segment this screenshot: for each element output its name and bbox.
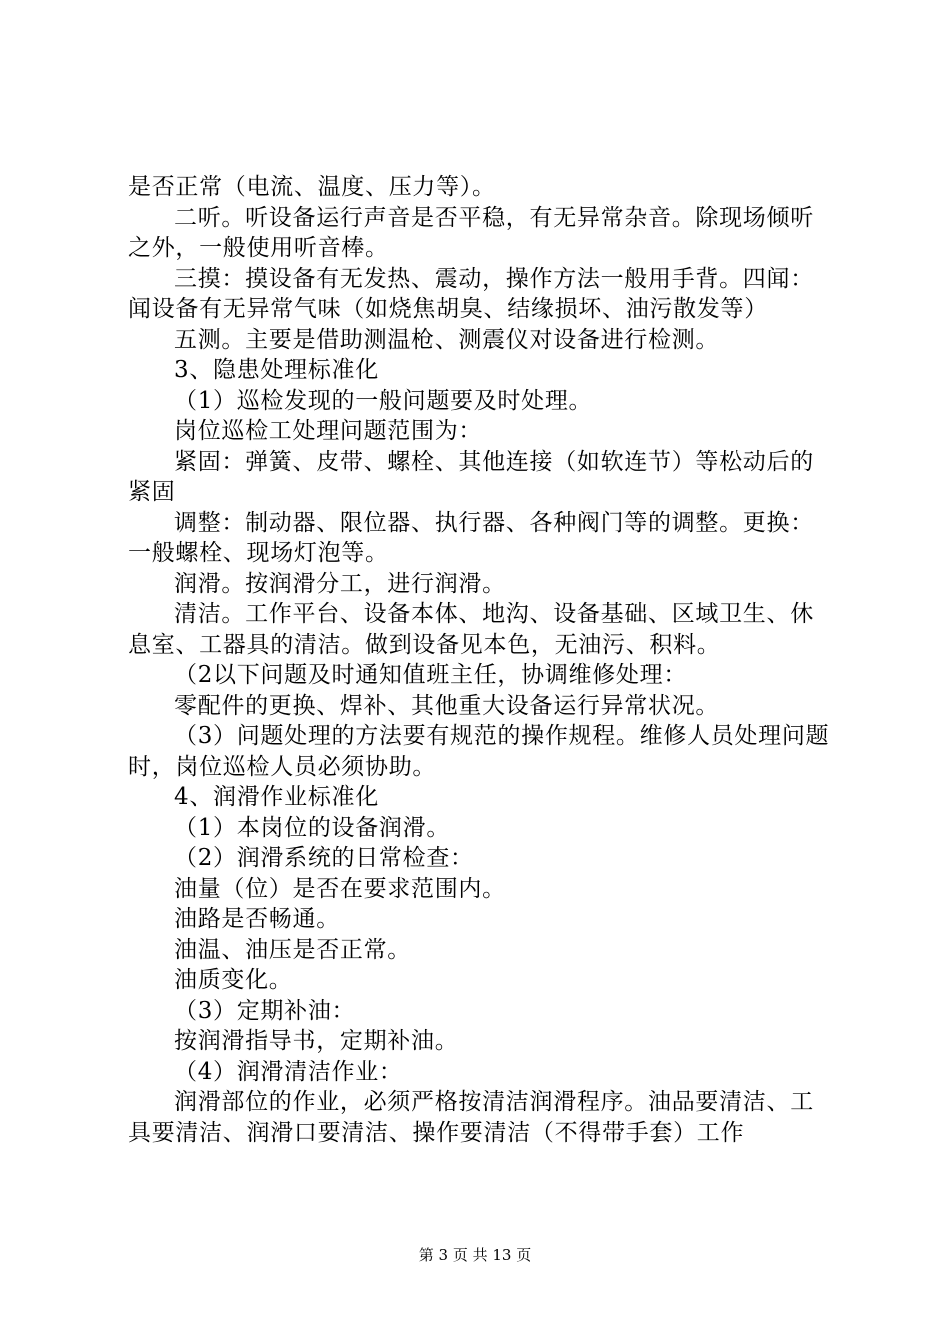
- paragraph: 紧固：弹簧、皮带、螺栓、其他连接（如软连节）等松动后的紧固: [128, 448, 814, 505]
- paragraph: 油量（位）是否在要求范围内。: [174, 875, 506, 902]
- section-heading: 4、润滑作业标准化: [174, 784, 379, 810]
- paragraph: （1）本岗位的设备润滑。: [174, 814, 451, 841]
- paragraph: （2以下问题及时通知值班主任，协调维修处理：: [174, 662, 688, 688]
- paragraph: 是否正常（电流、温度、压力等）。: [128, 174, 496, 200]
- paragraph: 按润滑指导书，定期补油。: [174, 1028, 459, 1054]
- paragraph: 油质变化。: [174, 967, 293, 993]
- paragraph: （4）润滑清洁作业：: [174, 1058, 403, 1085]
- paragraph: 二听。听设备运行声音是否平稳，有无异常杂音。除现场倾听之外，一般使用听音棒。: [128, 204, 814, 261]
- paragraph: 岗位巡检工处理问题范围为：: [174, 418, 483, 444]
- paragraph: （3）定期补油：: [174, 997, 356, 1024]
- paragraph: （3）问题处理的方法要有规范的操作规程。维修人员处理问题时，岗位巡检人员必须协助。: [128, 723, 830, 780]
- paragraph: 润滑部位的作业，必须严格按清洁润滑程序。油品要清洁、工具要清洁、润滑口要清洁、操作要清洁（不得带手套）工作: [128, 1089, 814, 1146]
- paragraph: 润滑。按润滑分工，进行润滑。: [174, 570, 506, 597]
- paragraph: （1）巡检发现的一般问题要及时处理。: [174, 387, 593, 414]
- document-body: [128, 172, 830, 1148]
- paragraph: 调整：制动器、限位器、执行器、各种阀门等的调整。更换：一般螺栓、现场灯泡等。: [128, 509, 814, 566]
- paragraph: 油路是否畅通。: [174, 906, 340, 932]
- paragraph: （2）润滑系统的日常检查：: [174, 845, 474, 871]
- section-heading: 3、隐患处理标准化: [174, 357, 379, 383]
- paragraph: 清洁。工作平台、设备本体、地沟、设备基础、区域卫生、休息室、工器具的清洁。做到设备见本色，无油污、积料。: [128, 601, 814, 658]
- paragraph: 零配件的更换、焊补、其他重大设备运行异常状况。: [174, 692, 720, 719]
- paragraph: 五测。主要是借助测温枪、测震仪对设备进行检测。: [174, 326, 720, 353]
- page-number: 第 3 页 共 13 页: [418, 1246, 532, 1264]
- paragraph: 油温、油压是否正常。: [174, 936, 411, 963]
- paragraph: 三摸：摸设备有无发热、震动，操作方法一般用手背。四闻：闻设备有无异常气味（如烧焦胡臭、结缘损坏、油污散发等）: [128, 265, 814, 322]
